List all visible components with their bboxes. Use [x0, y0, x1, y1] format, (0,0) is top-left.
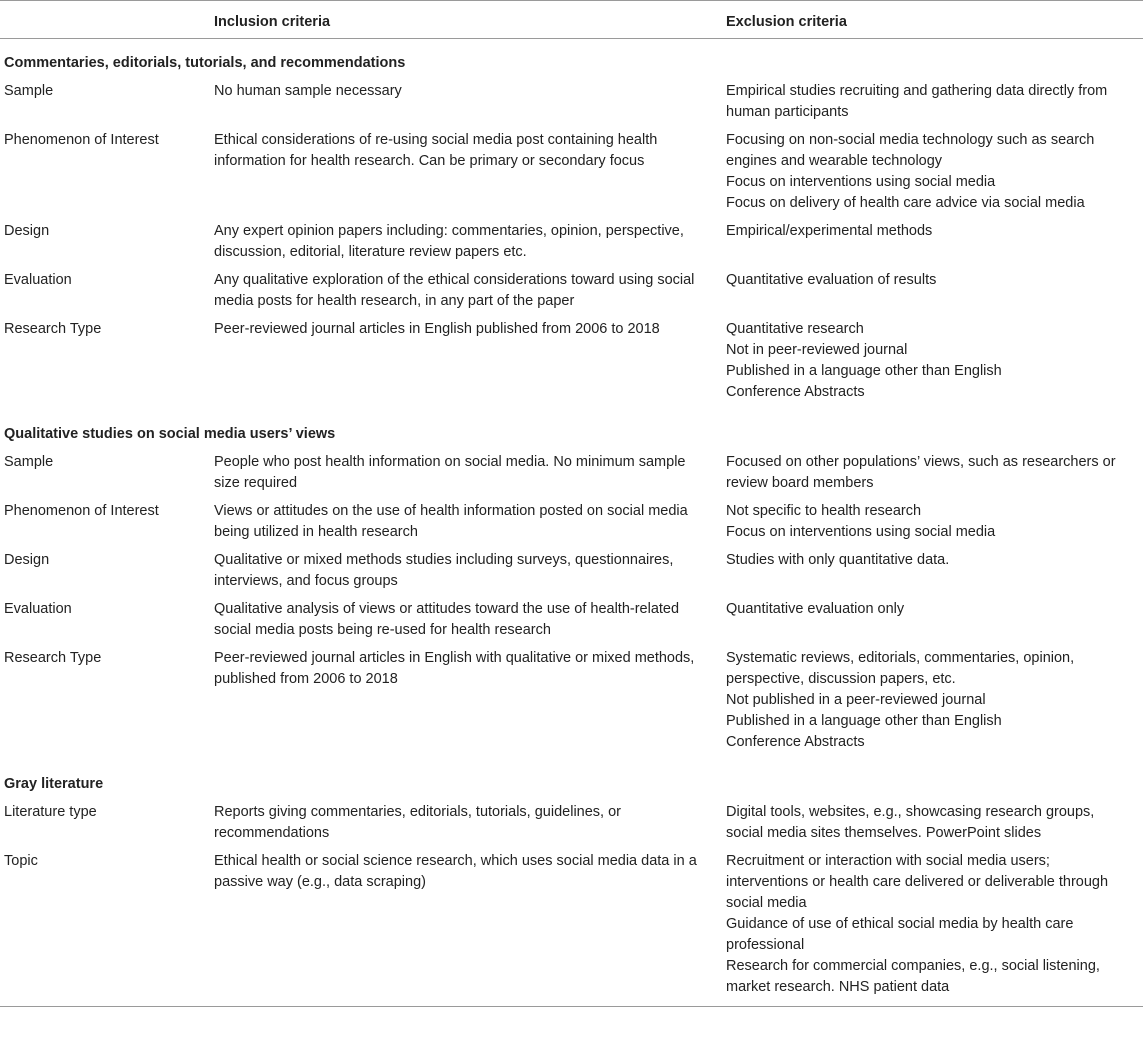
exclusion-cell	[726, 130, 1143, 221]
exclusion-cell	[726, 81, 1143, 130]
inclusion-cell: Qualitative or mixed methods studies including surveys, questionnaires, interviews, and focus groups	[214, 552, 674, 589]
exclusion-item: Digital tools, websites, e.g., showcasing research groups, social media sites themselves. PowerPoint slides	[726, 804, 1095, 841]
table-row	[0, 319, 1143, 410]
exclusion-item: Quantitative research	[726, 321, 864, 337]
section-row	[0, 760, 1143, 802]
exclusion-item: Conference Abstracts	[726, 734, 865, 750]
row-label: Phenomenon of Interest	[4, 132, 159, 148]
table-row	[0, 550, 1143, 599]
exclusion-cell	[726, 270, 1143, 319]
header-blank-cell	[0, 1, 214, 39]
table-row	[0, 599, 1143, 648]
exclusion-item: Guidance of use of ethical social media by health care professional	[726, 916, 1074, 953]
exclusion-cell	[726, 550, 1143, 599]
exclusion-item: Quantitative evaluation of results	[726, 272, 937, 288]
exclusion-item: Not in peer-reviewed journal	[726, 342, 908, 358]
exclusion-item: Conference Abstracts	[726, 384, 865, 400]
exclusion-item: Systematic reviews, editorials, commentaries, opinion, perspective, discussion papers, etc.	[726, 650, 1075, 687]
inclusion-cell: Any qualitative exploration of the ethical considerations toward using social media posts for health research, in any part of the paper	[214, 272, 695, 309]
exclusion-item: Research for commercial companies, e.g., social listening, market research. NHS patient data	[726, 958, 1100, 995]
inclusion-cell: Qualitative analysis of views or attitudes toward the use of health-related social media posts being re-used for health research	[214, 601, 680, 638]
exclusion-cell	[726, 221, 1143, 270]
inclusion-cell: Any expert opinion papers including: commentaries, opinion, perspective, discussion, editorial, literature review papers etc.	[214, 223, 684, 260]
header-exclusion-criteria: Exclusion criteria	[726, 1, 1143, 39]
exclusion-item: Focus on interventions using social media	[726, 524, 996, 540]
exclusion-cell	[726, 501, 1143, 550]
exclusion-cell	[726, 452, 1143, 501]
inclusion-cell: Ethical health or social science research, which uses social media data in a passive way (e.g., data scraping)	[214, 851, 726, 1007]
exclusion-item: Focused on other populations’ views, such as researchers or review board members	[726, 454, 1116, 491]
row-label: Literature type	[4, 804, 97, 820]
exclusion-cell	[726, 851, 1143, 1007]
inclusion-cell: Peer-reviewed journal articles in English with qualitative or mixed methods, published from 2006 to 2018	[214, 650, 695, 687]
row-label: Topic	[0, 851, 214, 1007]
inclusion-cell: No human sample necessary	[214, 83, 402, 99]
exclusion-item: Published in a language other than English	[726, 363, 1002, 379]
row-label: Evaluation	[4, 272, 72, 288]
table-row	[0, 130, 1143, 221]
row-label: Design	[4, 223, 50, 239]
exclusion-item: Focus on delivery of health care advice via social media	[726, 195, 1085, 211]
table-row	[0, 501, 1143, 550]
inclusion-cell: People who post health information on social media. No minimum sample size required	[214, 454, 686, 491]
header-inclusion-criteria: Inclusion criteria	[214, 1, 726, 39]
table-row	[0, 452, 1143, 501]
inclusion-cell: Peer-reviewed journal articles in English published from 2006 to 2018	[214, 321, 660, 337]
section-title: Qualitative studies on social media users’ views	[4, 426, 336, 442]
row-label: Research Type	[4, 650, 102, 666]
table-body	[0, 39, 1143, 1007]
exclusion-item: Empirical/experimental methods	[726, 223, 933, 239]
table-row	[0, 270, 1143, 319]
exclusion-cell	[726, 319, 1143, 410]
row-label: Phenomenon of Interest	[4, 503, 159, 519]
table-row	[0, 851, 1143, 1007]
exclusion-item: Focusing on non-social media technology such as search engines and wearable technology	[726, 132, 1095, 169]
exclusion-item: Focus on interventions using social media	[726, 174, 996, 190]
exclusion-cell	[726, 802, 1143, 851]
exclusion-cell	[726, 648, 1143, 760]
exclusion-item: Published in a language other than English	[726, 713, 1002, 729]
exclusion-item: Not specific to health research	[726, 503, 922, 519]
section-title: Commentaries, editorials, tutorials, and recommendations	[4, 55, 406, 71]
exclusion-item: Empirical studies recruiting and gathering data directly from human participants	[726, 83, 1108, 120]
exclusion-item: Studies with only quantitative data.	[726, 552, 950, 568]
section-title: Gray literature	[4, 776, 104, 792]
table-row	[0, 221, 1143, 270]
inclusion-cell: Views or attitudes on the use of health information posted on social media being utilized in health research	[214, 503, 688, 540]
inclusion-cell: Ethical considerations of re-using social media post containing health information for health research. Can be primary or secondary focus	[214, 132, 658, 169]
exclusion-item: Recruitment or interaction with social media users; interventions or health care delivered or deliverable through social media	[726, 853, 1109, 911]
table-header-row	[0, 1, 1143, 39]
row-label: Research Type	[4, 321, 102, 337]
table-row	[0, 81, 1143, 130]
table-row	[0, 648, 1143, 760]
section-row	[0, 39, 1143, 82]
section-row	[0, 410, 1143, 452]
exclusion-item: Quantitative evaluation only	[726, 601, 905, 617]
exclusion-cell	[726, 599, 1143, 648]
row-label: Evaluation	[4, 601, 72, 617]
table-row	[0, 802, 1143, 851]
row-label: Sample	[4, 454, 54, 470]
inclusion-cell: Reports giving commentaries, editorials, tutorials, guidelines, or recommendations	[214, 804, 621, 841]
row-label: Design	[4, 552, 50, 568]
row-label: Sample	[4, 83, 54, 99]
exclusion-item: Not published in a peer-reviewed journal	[726, 692, 986, 708]
